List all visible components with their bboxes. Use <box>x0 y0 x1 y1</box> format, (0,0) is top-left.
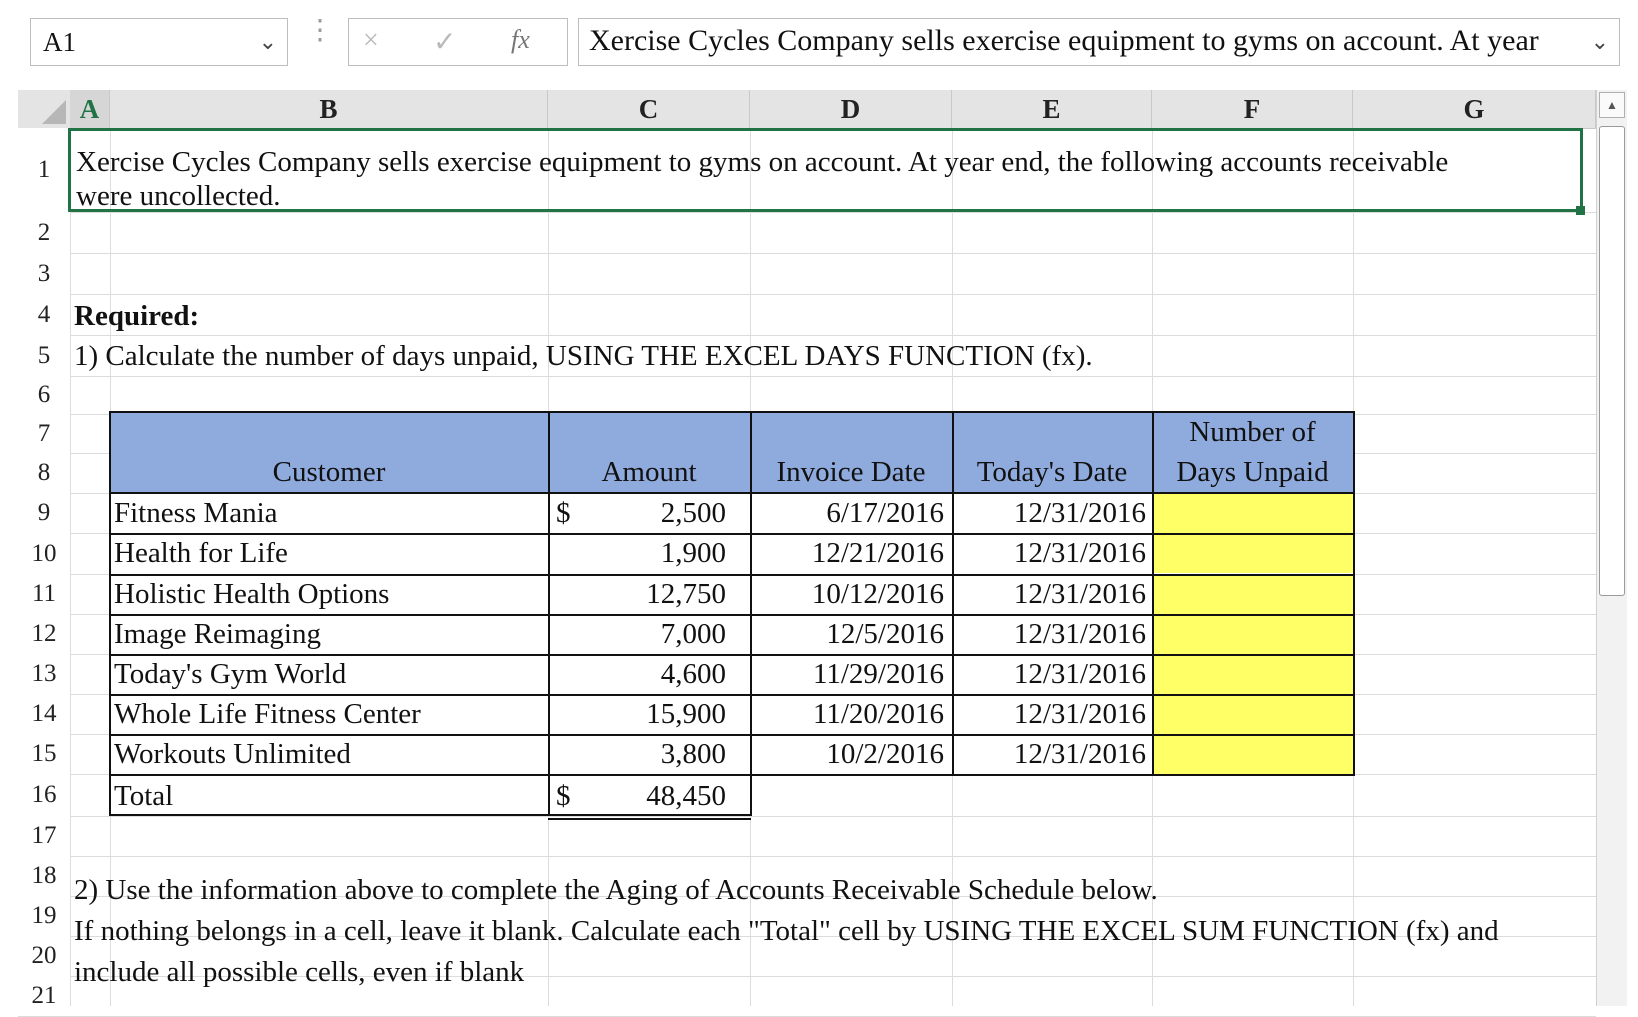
table-cell-invoice-date[interactable]: 11/29/2016 <box>812 658 944 690</box>
name-box[interactable] <box>30 18 288 66</box>
table-border <box>109 574 1355 576</box>
row-header-1[interactable]: 1 <box>18 128 70 212</box>
column-header-d[interactable]: D <box>750 90 952 128</box>
table-border <box>952 411 954 774</box>
table-cell-todays-date[interactable]: 12/31/2016 <box>1013 738 1146 770</box>
days-unpaid-input[interactable] <box>1152 533 1353 573</box>
table-cell-invoice-date[interactable]: 12/5/2016 <box>826 618 944 650</box>
header-todays-date: Today's Date <box>976 456 1128 488</box>
table-cell-invoice-date[interactable]: 12/21/2016 <box>811 537 944 569</box>
table-cell-customer[interactable]: Holistic Health Options <box>114 578 390 610</box>
table-border <box>1152 411 1154 774</box>
vertical-scrollbar[interactable] <box>1596 90 1627 1006</box>
table-cell-invoice-date[interactable]: 10/12/2016 <box>811 578 944 610</box>
table-cell-todays-date[interactable]: 12/31/2016 <box>1013 618 1146 650</box>
table-border <box>750 411 752 774</box>
row-header-11[interactable]: 11 <box>18 574 70 614</box>
row-header-2[interactable]: 2 <box>18 212 70 253</box>
row-header-4[interactable]: 4 <box>18 294 70 335</box>
grid-row-line <box>70 376 1596 377</box>
table-cell-customer[interactable]: Workouts Unlimited <box>114 738 351 770</box>
table-cell-customer[interactable]: Image Reimaging <box>114 618 321 650</box>
row-header-9[interactable]: 9 <box>18 493 70 533</box>
days-unpaid-input[interactable] <box>1152 734 1353 774</box>
cell-a20: include all possible cells, even if blank <box>74 956 525 988</box>
header-amount: Amount <box>601 456 697 488</box>
header-invoice-date: Invoice Date <box>776 456 926 488</box>
header-days-unpaid-line1: Number of <box>1189 416 1316 448</box>
table-border <box>109 614 1355 616</box>
select-all-corner[interactable] <box>18 90 70 128</box>
table-cell-customer[interactable]: Today's Gym World <box>114 658 347 690</box>
table-cell-amount[interactable]: 7,000 <box>660 618 726 650</box>
cell-a4-required: Required: <box>74 300 200 332</box>
days-unpaid-input[interactable] <box>1152 614 1353 654</box>
days-unpaid-input[interactable] <box>1152 574 1353 614</box>
row-header-19[interactable]: 19 <box>18 896 70 936</box>
table-cell-amount[interactable]: 1,900 <box>660 537 726 569</box>
table-border <box>750 774 752 816</box>
days-unpaid-input[interactable] <box>1152 654 1353 694</box>
header-customer: Customer <box>272 456 386 488</box>
table-cell-amount[interactable]: 4,600 <box>660 658 726 690</box>
grid-row-line <box>70 294 1596 295</box>
table-cell-invoice-date[interactable]: 6/17/2016 <box>826 497 944 529</box>
days-unpaid-input[interactable] <box>1152 493 1353 533</box>
row-header-5[interactable]: 5 <box>18 335 70 376</box>
grid-row-line <box>70 856 1596 857</box>
table-cell-currency: $ <box>556 497 571 529</box>
table-cell-todays-date[interactable]: 12/31/2016 <box>1013 537 1146 569</box>
name-box-value: A1 <box>43 27 76 57</box>
formula-text: Xercise Cycles Company sells exercise equipment to gyms on account. At year <box>589 24 1539 57</box>
table-border <box>109 411 1355 413</box>
table-cell-todays-date[interactable]: 12/31/2016 <box>1013 658 1146 690</box>
header-days-unpaid-line2: Days Unpaid <box>1176 456 1329 488</box>
table-border <box>109 734 1355 736</box>
column-header-a[interactable]: A <box>70 90 110 128</box>
column-header-b[interactable]: B <box>110 90 548 128</box>
table-border <box>548 774 550 816</box>
table-border <box>109 814 751 816</box>
table-border <box>109 654 1355 656</box>
row-header-13[interactable]: 13 <box>18 654 70 694</box>
chevron-down-icon[interactable]: ⌄ <box>258 29 277 54</box>
row-header-10[interactable]: 10 <box>18 533 70 574</box>
row-header-7[interactable]: 7 <box>18 414 70 453</box>
table-border <box>109 774 1355 776</box>
enter-icon[interactable]: ✓ <box>433 27 457 58</box>
table-cell-todays-date[interactable]: 12/31/2016 <box>1013 578 1146 610</box>
table-cell-todays-date[interactable]: 12/31/2016 <box>1013 497 1146 529</box>
row-header-21[interactable]: 21 <box>18 976 70 1016</box>
table-border <box>109 774 111 816</box>
grid-row-line <box>70 253 1596 254</box>
scroll-thumb[interactable] <box>1599 126 1625 596</box>
table-cell-amount[interactable]: 3,800 <box>660 738 726 770</box>
table-cell-total-currency: $ <box>556 780 571 812</box>
table-border <box>109 411 111 774</box>
table-cell-invoice-date[interactable]: 11/20/2016 <box>812 698 944 730</box>
grid-row-line <box>70 335 1596 336</box>
grid-row-line <box>70 816 1596 817</box>
table-border <box>1353 411 1355 774</box>
table-cell-customer[interactable]: Health for Life <box>114 537 288 569</box>
chevron-down-icon[interactable]: ⌄ <box>1585 29 1609 55</box>
row-header-16[interactable]: 16 <box>18 774 70 816</box>
fx-icon[interactable]: fx <box>511 25 530 54</box>
table-cell-total-label[interactable]: Total <box>114 780 174 812</box>
row-header-12[interactable]: 12 <box>18 614 70 654</box>
grid-row-line <box>70 212 1596 213</box>
table-cell-amount[interactable]: 15,900 <box>646 698 726 730</box>
cell-a1-line1: Xercise Cycles Company sells exercise equipment to gyms on account. At year end, the following accounts receivable <box>76 146 1449 178</box>
table-cell-invoice-date[interactable]: 10/2/2016 <box>826 738 944 770</box>
table-border <box>109 533 1355 535</box>
table-cell-amount[interactable]: 2,500 <box>660 497 726 529</box>
column-header-g[interactable]: G <box>1353 90 1596 128</box>
table-cell-amount[interactable]: 12,750 <box>646 578 726 610</box>
drag-handle-icon[interactable]: ⋮ <box>306 15 334 46</box>
days-unpaid-input[interactable] <box>1152 694 1353 734</box>
table-border <box>548 411 550 774</box>
cell-a1-line2: were uncollected. <box>76 180 281 212</box>
table-cell-customer[interactable]: Fitness Mania <box>114 497 278 529</box>
row-header-15[interactable]: 15 <box>18 734 70 774</box>
grid-col-line <box>70 128 71 1006</box>
row-header-6[interactable]: 6 <box>18 376 70 414</box>
formula-input[interactable] <box>578 18 1620 66</box>
cell-a5: 1) Calculate the number of days unpaid, USING THE EXCEL DAYS FUNCTION (fx). <box>74 340 1093 372</box>
cancel-icon[interactable]: × <box>363 25 379 56</box>
cell-a19: If nothing belongs in a cell, leave it blank. Calculate each "Total" cell by USING THE EXCEL SUM FUNCTION (fx) and <box>74 915 1499 947</box>
row-header-8[interactable]: 8 <box>18 453 70 493</box>
table-border <box>548 818 751 820</box>
table-cell-todays-date[interactable]: 12/31/2016 <box>1013 698 1146 730</box>
table-cell-customer[interactable]: Whole Life Fitness Center <box>114 698 421 730</box>
row-header-18[interactable]: 18 <box>18 856 70 896</box>
row-header-14[interactable]: 14 <box>18 694 70 734</box>
column-header-f[interactable]: F <box>1152 90 1353 128</box>
fill-handle[interactable] <box>1576 206 1585 215</box>
scroll-up-icon[interactable]: ▲ <box>1599 92 1625 118</box>
row-header-3[interactable]: 3 <box>18 253 70 294</box>
column-header-c[interactable]: C <box>548 90 750 128</box>
cell-a18: 2) Use the information above to complete the Aging of Accounts Receivable Schedule below. <box>74 874 1158 906</box>
table-cell-total-amount[interactable]: 48,450 <box>646 780 726 812</box>
formula-tools <box>348 18 568 66</box>
row-header-20[interactable]: 20 <box>18 936 70 976</box>
row-header-17[interactable]: 17 <box>18 816 70 856</box>
column-header-e[interactable]: E <box>952 90 1152 128</box>
table-border <box>109 694 1355 696</box>
table-border <box>109 492 1355 494</box>
